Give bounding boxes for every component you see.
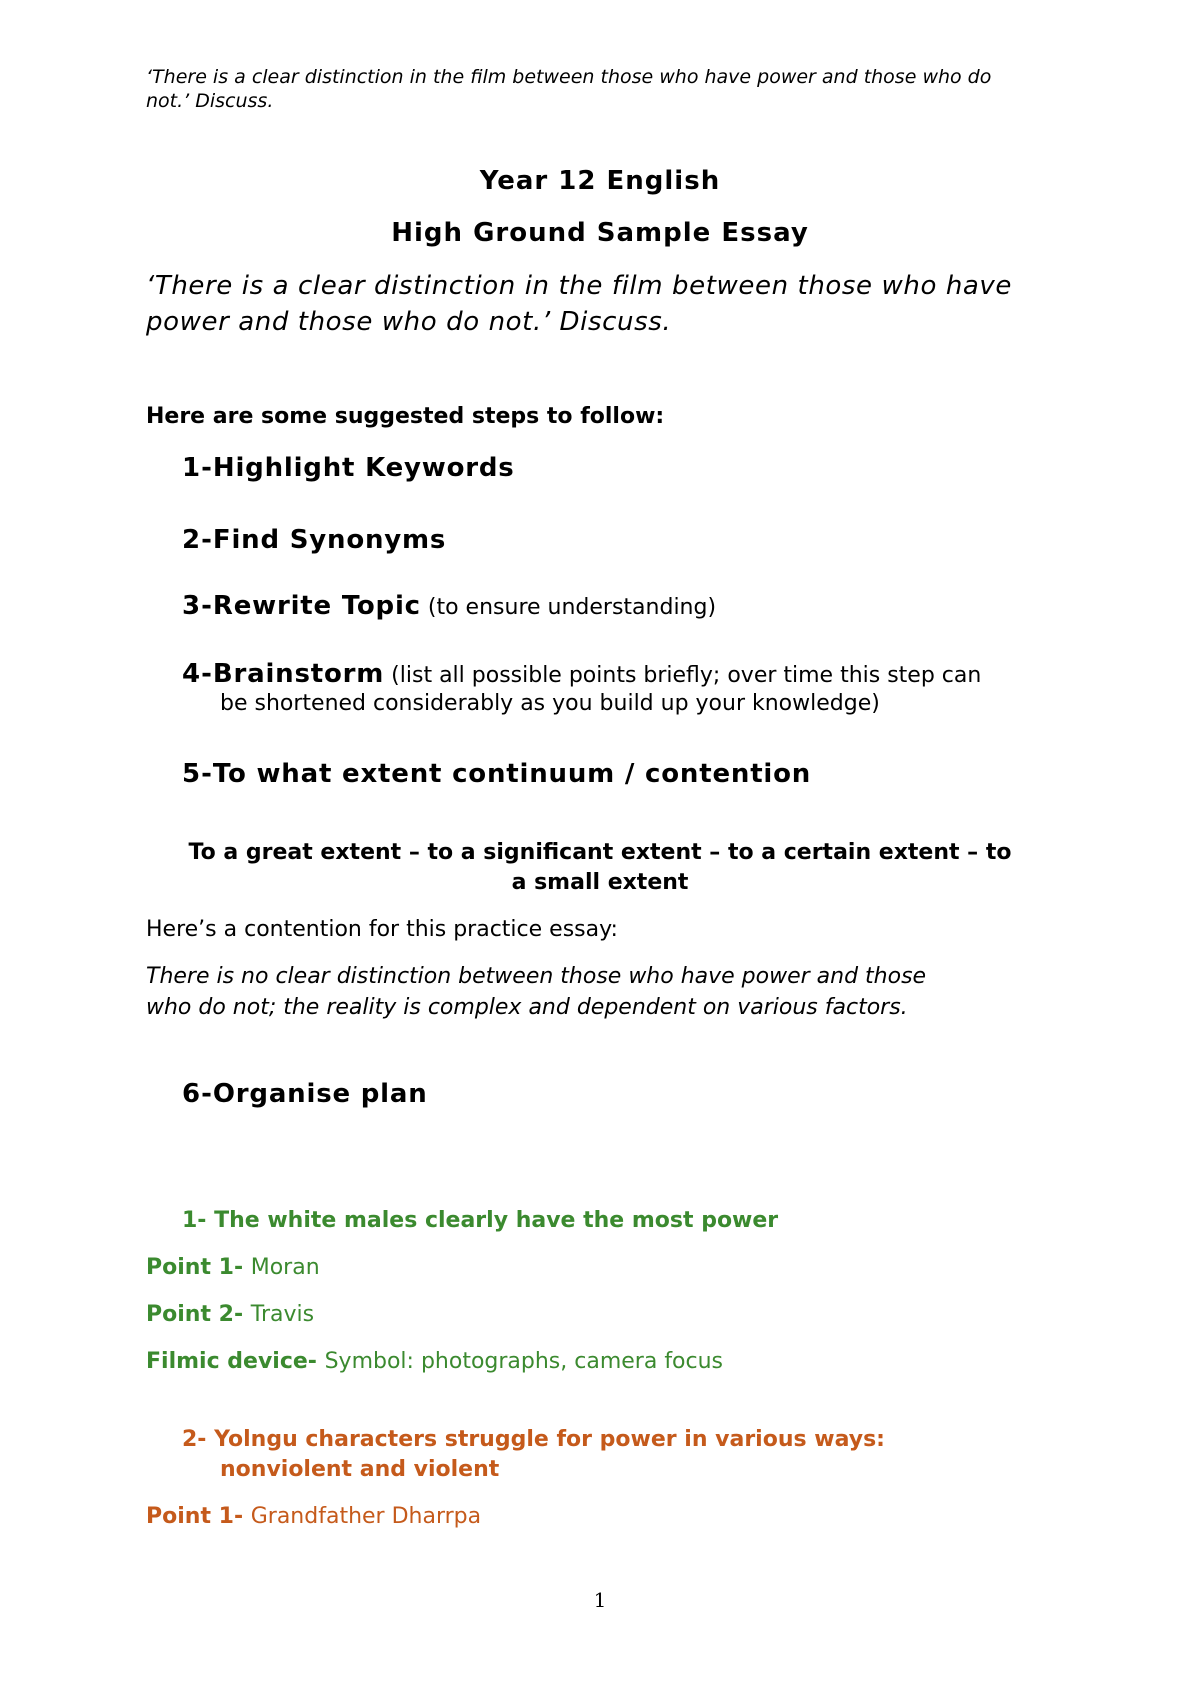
- step-heading: To what extent continuum / contention: [212, 759, 812, 789]
- step-5: [182, 757, 811, 791]
- steps-intro: Here are some suggested steps to follow:: [146, 404, 665, 429]
- step-number: 4-: [182, 659, 213, 689]
- contention-intro: Here’s a contention for this practice essay:: [146, 917, 618, 942]
- step-heading: Brainstorm: [212, 659, 385, 689]
- plan-section-2-heading-continued: nonviolent and violent: [220, 1457, 500, 1482]
- step-4-note-continued: be shortened considerably as you build up your knowledge): [220, 691, 880, 716]
- point-text: Grandfather Dharrpa: [250, 1504, 482, 1529]
- plan-point: [146, 1300, 314, 1330]
- plan-section-2-heading: 2- Yolngu characters struggle for power in various ways:: [182, 1427, 885, 1452]
- step-2: [182, 523, 446, 557]
- plan-point: [146, 1502, 481, 1532]
- point-label: Point 2: [146, 1302, 234, 1327]
- point-separator: -: [233, 1504, 251, 1529]
- point-text: Symbol: photographs, camera focus: [324, 1349, 724, 1374]
- point-label: Point 1: [146, 1504, 234, 1529]
- plan-point: [146, 1347, 723, 1377]
- step-note: (to ensure understanding): [420, 595, 717, 620]
- step-number: 5-: [182, 759, 213, 789]
- continuum-line-2: a small extent: [511, 870, 689, 895]
- continuum-line-1: To a great extent – to a significant extent – to a certain extent – to: [188, 840, 1012, 865]
- contention-line-2: who do not; the reality is complex and dependent on various factors.: [146, 995, 908, 1020]
- header-line-1: ‘There is a clear distinction in the film between those who have power and those who do: [146, 66, 992, 88]
- step-heading: Rewrite Topic: [212, 591, 421, 621]
- plan-section-1-heading: 1- The white males clearly have the most power: [182, 1208, 779, 1233]
- point-separator: -: [307, 1349, 325, 1374]
- step-heading: Organise plan: [212, 1079, 428, 1109]
- step-number: 6-: [182, 1079, 213, 1109]
- step-heading: Find Synonyms: [212, 525, 447, 555]
- essay-prompt-line-1: ‘There is a clear distinction in the film between those who have: [146, 271, 1013, 301]
- document-subtitle: High Ground Sample Essay: [391, 218, 809, 248]
- step-number: 3-: [182, 591, 213, 621]
- step-note: (list all possible points briefly; over time this step can: [384, 663, 982, 688]
- point-separator: -: [233, 1255, 251, 1280]
- point-label: Point 1: [146, 1255, 234, 1280]
- step-3: [182, 589, 716, 625]
- contention-line-1: There is no clear distinction between those who have power and those: [146, 964, 927, 989]
- point-text: Travis: [250, 1302, 315, 1327]
- point-separator: -: [233, 1302, 251, 1327]
- essay-prompt-line-2: power and those who do not.’ Discuss.: [146, 307, 672, 337]
- step-number: 2-: [182, 525, 213, 555]
- step-1: [182, 451, 515, 485]
- plan-point: [146, 1253, 320, 1283]
- step-heading: Highlight Keywords: [212, 453, 515, 483]
- page-number: 1: [593, 1588, 607, 1612]
- document-title: Year 12 English: [479, 166, 721, 196]
- point-label: Filmic device: [146, 1349, 308, 1374]
- header-line-2: not.’ Discuss.: [146, 90, 274, 112]
- point-text: Moran: [250, 1255, 320, 1280]
- step-4: [182, 657, 981, 693]
- step-6: [182, 1077, 428, 1111]
- step-number: 1-: [182, 453, 213, 483]
